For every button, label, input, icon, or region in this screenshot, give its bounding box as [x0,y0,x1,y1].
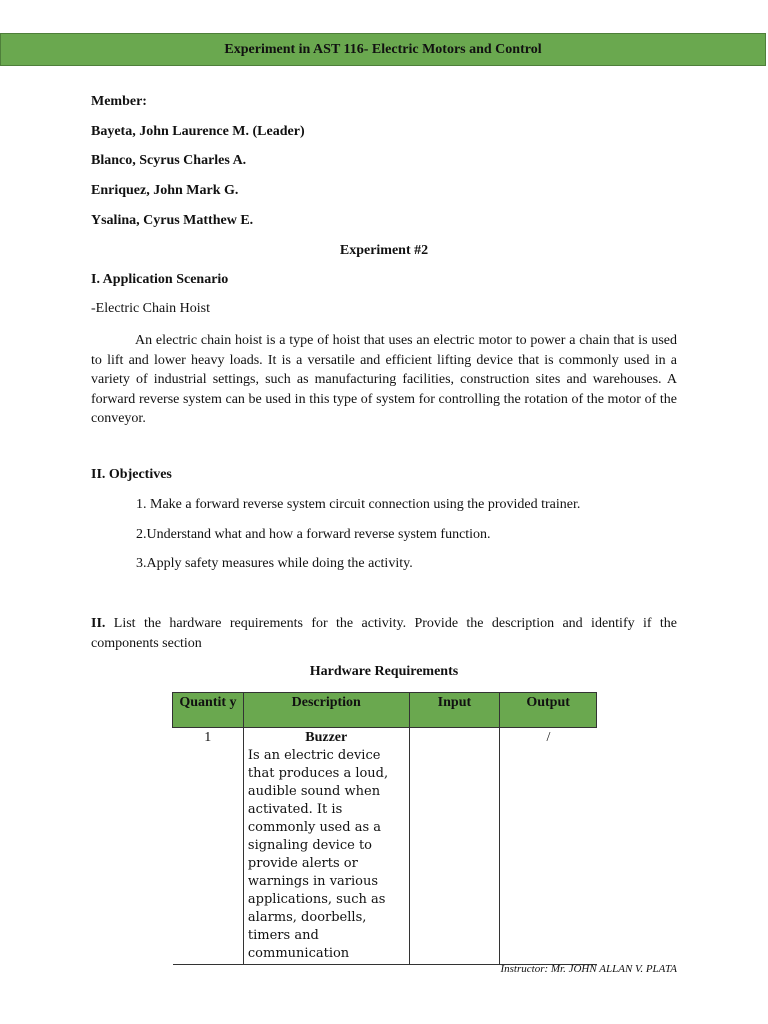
component-name: Buzzer [305,730,348,745]
section-number: II. [91,616,106,631]
column-header-quantity: Quantit y [173,693,244,728]
member-name: Enriquez, John Mark G. [91,183,239,198]
member-name: Blanco, Scyrus Charles A. [91,153,247,168]
hardware-instruction: II. List the hardware requirements for the activity. Provide the description and identify if the components section [91,616,678,651]
section-heading-objectives: II. Objectives [91,467,172,482]
section-heading-application: I. Application Scenario [91,272,229,287]
objective-item: 2.Understand what and how a forward reverse system function. [136,527,491,542]
document-title: Experiment in AST 116- Electric Motors and Control [224,41,542,57]
member-name: Ysalina, Cyrus Matthew E. [91,213,254,228]
cell-input [409,728,500,965]
application-paragraph: An electric chain hoist is a type of hoist that uses an electric motor to power a chain that is used to lift and lower heavy loads. It is a versatile and efficient lifting device that is commonly used in a variety of industrial settings, such as manufacturing facilities, construction sites and warehouses. A forward reverse system can be used in this type of system for controlling the rotation of the motor of the conveyor. [91,333,677,426]
column-header-output: Output [500,693,597,728]
application-subtitle: -Electric Chain Hoist [91,301,210,316]
document-header-bar [0,33,766,66]
objective-item: 1. Make a forward reverse system circuit connection using the provided trainer. [136,497,581,512]
table-title: Hardware Requirements [309,664,459,679]
cell-quantity: 1 [173,728,244,965]
member-name: Bayeta, John Laurence M. (Leader) [91,124,305,139]
instructor-footer: Instructor: Mr. JOHN ALLAN V. PLATA [500,963,677,975]
column-header-description: Description [243,693,409,728]
table-row [173,728,597,965]
experiment-title: Experiment #2 [339,243,429,258]
cell-description [243,728,409,965]
column-header-input: Input [409,693,500,728]
objective-item: 3.Apply safety measures while doing the activity. [136,556,413,571]
hardware-table [172,692,597,965]
cell-output: / [500,728,597,965]
component-description: Is an electric device that produces a loud, audible sound when activated. It is commonly used as a signaling device to provide alerts or warnings in various applications, such as alarms, doorbells, timers and communication [247,748,389,961]
members-label: Member: [91,94,147,109]
table-header-row [173,693,597,728]
